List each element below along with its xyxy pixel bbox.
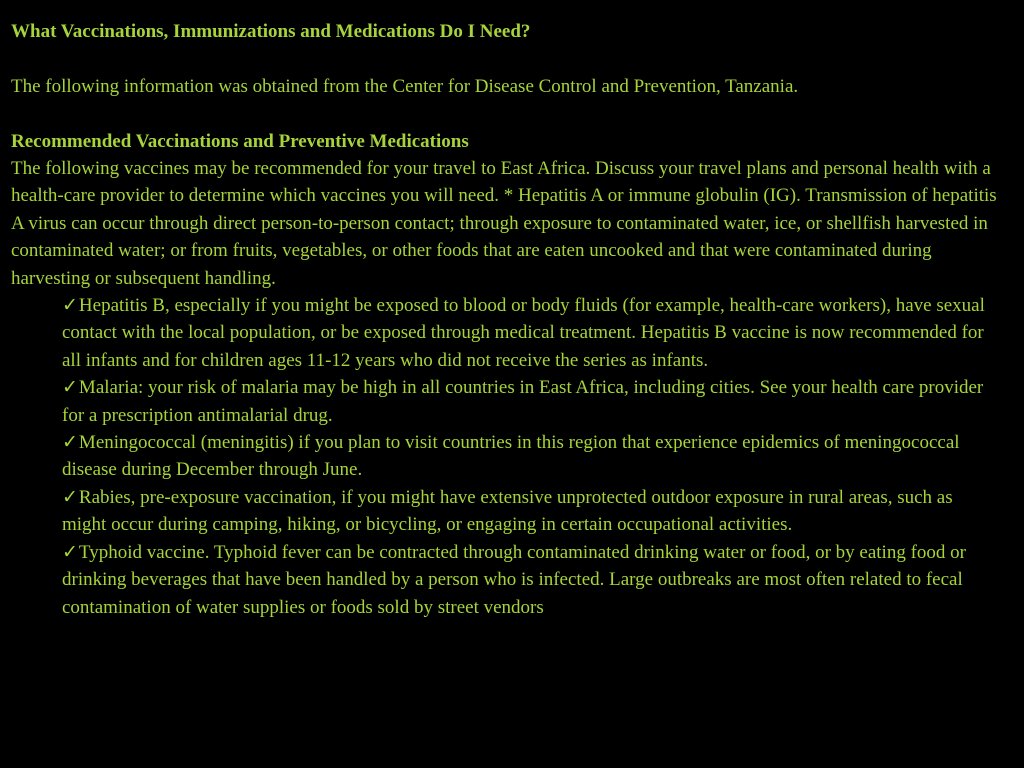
source-note: The following information was obtained from the Center for Disease Control and Prevention, Tanzania.	[11, 75, 799, 97]
section-heading: Recommended Vaccinations and Preventive Medications	[11, 130, 469, 152]
page-title: What Vaccinations, Immunizations and Medications Do I Need?	[11, 21, 531, 42]
list-item-text: Hepatitis B, especially if you might be exposed to blood or body fluids (for example, health-care workers), have sexual contact with the local population, or be exposed through medical treatment. Hepatitis B vaccine is now recommended for all infants and for children ages 11-12 years who did not receive the series as infants.	[62, 295, 985, 371]
intro-paragraph: The following vaccines may be recommended for your travel to East Africa. Discuss your travel plans and personal health with a health-care provider to determine which vaccines you will need. * Hepatitis A or immune globulin (IG). Transmission of hepatitis A virus can occur through direct person-to-person contact; through exposure to contaminated water, ice, or shellfish harvested in contaminated water; or from fruits, vegetables, or other foods that are eaten uncooked and that were contaminated during harvesting or subsequent handling.	[11, 158, 997, 289]
checkmark-icon: ✓	[62, 541, 78, 563]
list-item	[62, 484, 1000, 539]
checkmark-icon: ✓	[62, 377, 78, 399]
list-item-text: Malaria: your risk of malaria may be high in all countries in East Africa, including cities. See your health care provider for a prescription antimalarial drug.	[62, 377, 984, 426]
list-item	[62, 292, 1000, 374]
vaccine-list	[11, 292, 1000, 621]
list-item-text: Rabies, pre-exposure vaccination, if you might have extensive unprotected outdoor exposure in rural areas, such as might occur during camping, hiking, or bicycling, or engaging in certain occupational activities.	[62, 486, 953, 536]
checkmark-icon: ✓	[62, 486, 78, 508]
spacer	[11, 100, 1000, 127]
list-item	[62, 539, 1000, 621]
checkmark-icon: ✓	[62, 295, 78, 317]
checkmark-icon: ✓	[62, 432, 78, 454]
list-item-text: Typhoid vaccine. Typhoid fever can be contracted through contaminated drinking water or food, or by eating food or drinking beverages that have been handled by a person who is infected. Large outbreaks are most often related to fecal contamination of water supplies or foods sold by street vendors	[62, 541, 966, 618]
list-item	[62, 374, 1000, 429]
list-item-text: Meningococcal (meningitis) if you plan to visit countries in this region that experience epidemics of meningococcal disease during December through June.	[62, 432, 960, 481]
spacer	[11, 45, 1000, 72]
list-item	[62, 429, 1000, 484]
